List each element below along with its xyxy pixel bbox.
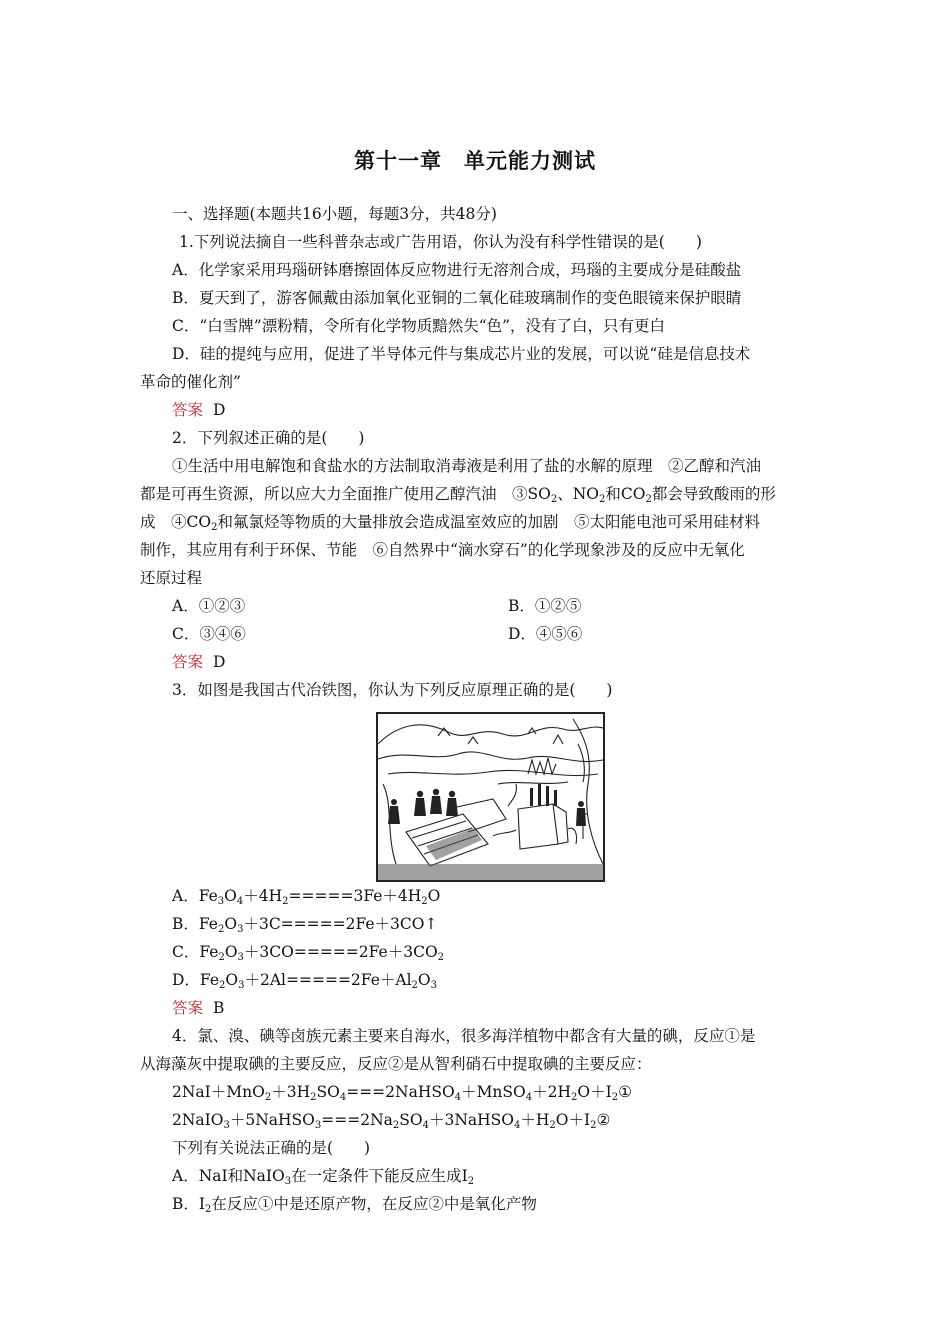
answer-value: D (213, 401, 226, 419)
q1-stem: 1.下列说法摘自一些科普杂志或广告用语，你认为没有科学性错误的是( ) (179, 233, 702, 251)
q1-option-a: A．化学家采用玛瑙研钵磨擦固体反应物进行无溶剂合成，玛瑙的主要成分是硅酸盐 (172, 261, 742, 279)
q2-para-line2: 都是可再生资源，所以应大力全面推广使用乙醇汽油 $③SO_2$、$NO_2$和$CO_2$都会导致酸雨的形 (140, 485, 776, 505)
answer-label: 答案 (172, 999, 204, 1017)
q3-option-a: A．$Fe_3O_4+4H_2=====3Fe+4H_2O$ (172, 887, 441, 907)
q1-option-d-line2: 革命的催化剂” (140, 373, 241, 391)
q4-stem-line1: 4．氯、溴、碘等卤族元素主要来自海水，很多海洋植物中都含有大量的碘，反应①是 (172, 1027, 756, 1045)
q2-answer (172, 652, 225, 672)
q2-para-line4: 制作，其应用有利于环保、节能 ⑥自然界中“滴水穿石”的化学现象涉及的反应中无氧化 (140, 541, 745, 559)
q2-para-line3: 成 $④CO_2$和氟氯烃等物质的大量排放会造成温室效应的加剧 ⑤太阳能电池可采用硅材料 (140, 513, 760, 533)
section-heading: 一、选择题(本题共16小题，每题3分，共48分) (172, 205, 497, 223)
answer-value: D (213, 653, 226, 671)
q2-option-d: D．④⑤⑥ (508, 625, 583, 643)
q2-para-line5: 还原过程 (140, 569, 203, 587)
answer-label: 答案 (172, 653, 204, 671)
q1-option-c: C．“白雪牌”漂粉精，令所有化学物质黯然失“色”，没有了白，只有更白 (172, 317, 666, 335)
page-title: 第十一章 单元能力测试 (354, 149, 596, 173)
ancient-iron-smelting-illustration (376, 712, 605, 882)
q2-para-line1: ①生活中用电解饱和食盐水的方法制取消毒液是利用了盐的水解的原理 ②乙醇和汽油 (172, 457, 762, 475)
q3-answer (172, 998, 224, 1018)
q1-answer (172, 400, 225, 420)
q2-option-c: C．③④⑥ (172, 625, 246, 643)
q3-option-c: C．$Fe_2O_3+3CO=====2Fe+3CO_2$ (172, 943, 445, 963)
q2-option-a: A．①②③ (172, 597, 246, 615)
answer-label: 答案 (172, 401, 204, 419)
q4-equation-1: $2NaI+MnO_2+3H_2SO_4===2NaHSO_4+MnSO_4+2H_2O+I_2①$ (172, 1083, 633, 1103)
q4-equation-2: $2NaIO_3+5NaHSO_3===2Na_2SO_4+3NaHSO_4+H_2O+I_2②$ (172, 1111, 611, 1131)
q4-ask: 下列有关说法正确的是( ) (172, 1139, 371, 1157)
q4-stem-line2: 从海藻灰中提取碘的主要反应，反应②是从智利硝石中提取碘的主要反应： (140, 1055, 652, 1073)
q4-option-a: A．NaI和NaIO$_3$在一定条件下能反应生成$I_2$ (172, 1167, 475, 1187)
answer-value: B (213, 999, 225, 1017)
q1-option-d-line1: D．硅的提纯与应用，促进了半导体元件与集成芯片业的发展，可以说“硅是信息技术 (172, 345, 751, 363)
q2-option-b: B．①②⑤ (508, 597, 582, 615)
q4-option-b: B．$I_2$在反应①中是还原产物，在反应②中是氧化产物 (172, 1195, 537, 1215)
q2-stem: 2．下列叙述正确的是( ) (172, 429, 365, 447)
q3-option-b: B．$Fe_2O_3+3C=====2Fe+3CO↑$ (172, 915, 438, 935)
q1-option-b: B．夏天到了，游客佩戴由添加氧化亚铜的二氧化硅玻璃制作的变色眼镜来保护眼睛 (172, 289, 742, 307)
q3-option-d: D．$Fe_2O_3+2Al=====2Fe+Al_2O_3$ (172, 971, 437, 991)
q3-stem: 3．如图是我国古代冶铁图，你认为下列反应原理正确的是( ) (172, 681, 613, 699)
smelting-drawing (378, 714, 603, 880)
